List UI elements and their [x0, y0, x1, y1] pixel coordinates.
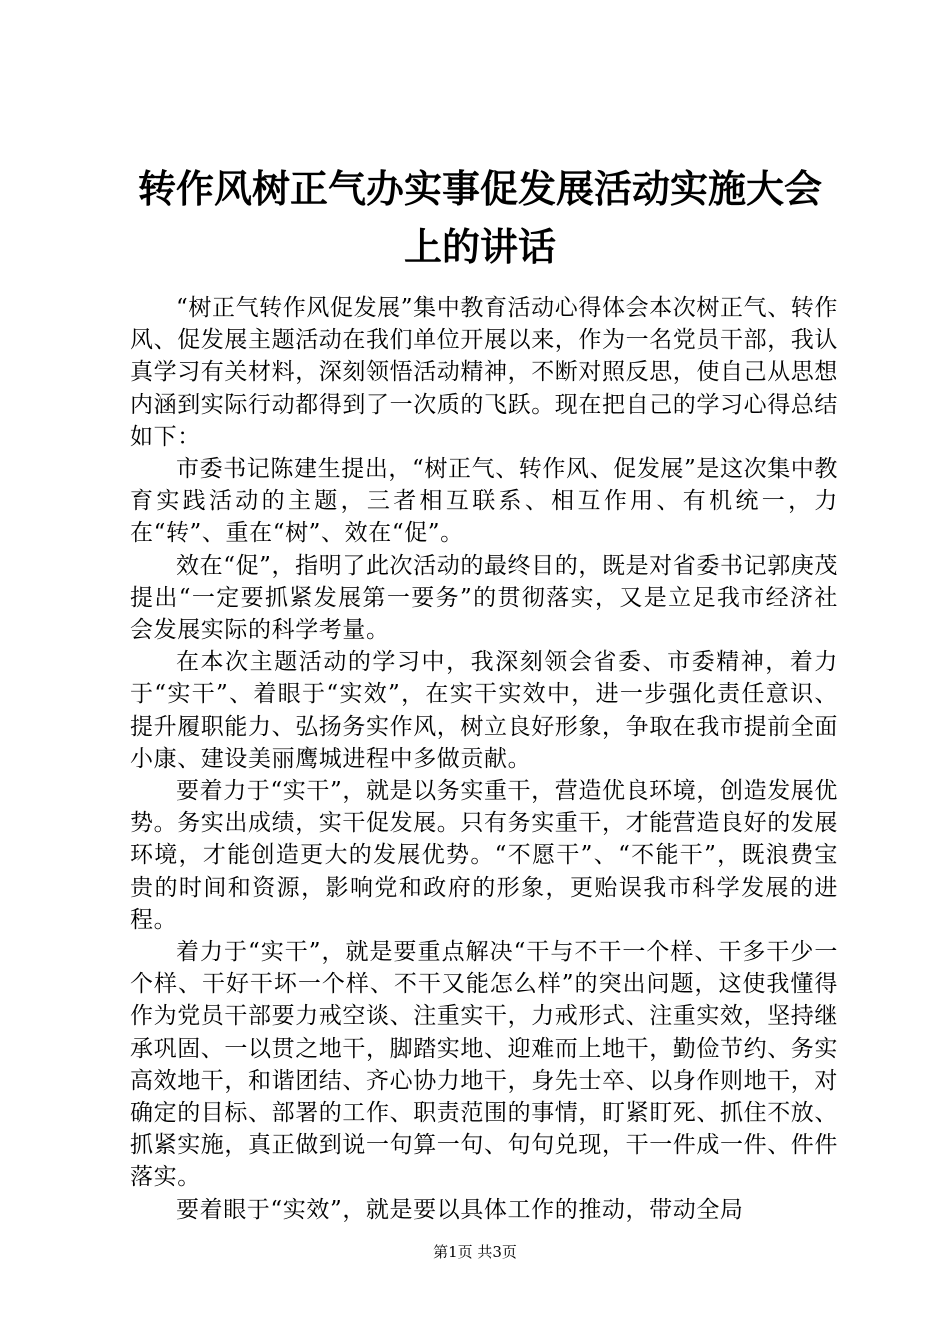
paragraph: 着力于“实干”，就是要重点解决“干与不干一个样、干多干少一个样、干好干坏一个样、不干又能怎么样”的突出问题，这使我懂得作为党员干部要力戒空谈、注重实干，力戒形式、注重实效，坚持继承巩固、一以贯之地干，脚踏实地、迎难而上地干，勤俭节约、务实高效地干，和谐团结、齐心协力地干，身先士卒、以身作则地干，对确定的目标、部署的工作、职责范围的事情，盯紧盯死、抓住不放、抓紧实施，真正做到说一句算一句、句句兑现，干一件成一件、件件落实。 [130, 939, 838, 1191]
paragraph: 在本次主题活动的学习中，我深刻领会省委、市委精神，着力于“实干”、着眼于“实效”，在实干实效中，进一步强化责任意识、提升履职能力、弘扬务实作风，树立良好形象，争取在我市提前全面小康、建设美丽鹰城进程中多做贡献。 [130, 649, 838, 772]
paragraph: 市委书记陈建生提出，“树正气、转作风、促发展”是这次集中教育实践活动的主题，三者相互联系、相互作用、有机统一，力在“转”、重在“树”、效在“促”。 [130, 456, 838, 547]
document-title: 转作风树正气办实事促发展活动实施大会上的讲话 [137, 166, 822, 269]
document-body [130, 292, 838, 1226]
paragraph: 要着力于“实干”，就是以务实重干，营造优良环境，创造发展优势。务实出成绩，实干促发展。只有务实重干，才能营造良好的发展环境，才能创造更大的发展优势。“不愿干”、“不能干”，既浪费宝贵的时间和资源，影响党和政府的形象，更贻误我市科学发展的进程。 [130, 778, 838, 933]
page-number-footer: 第1页 共3页 [433, 1243, 517, 1261]
paragraph: “树正气转作风促发展”集中教育活动心得体会本次树正气、转作风、促发展主题活动在我们单位开展以来，作为一名党员干部，我认真学习有关材料，深刻领悟活动精神，不断对照反思，使自己从思想内涵到实际行动都得到了一次质的飞跃。现在把自己的学习心得总结如下： [130, 295, 838, 450]
paragraph: 要着眼于“实效”，就是要以具体工作的推动，带动全局 [176, 1196, 744, 1223]
paragraph: 效在“促”，指明了此次活动的最终目的，既是对省委书记郭庚茂提出“一定要抓紧发展第一要务”的贯彻落实，又是立足我市经济社会发展实际的科学考量。 [130, 552, 838, 644]
